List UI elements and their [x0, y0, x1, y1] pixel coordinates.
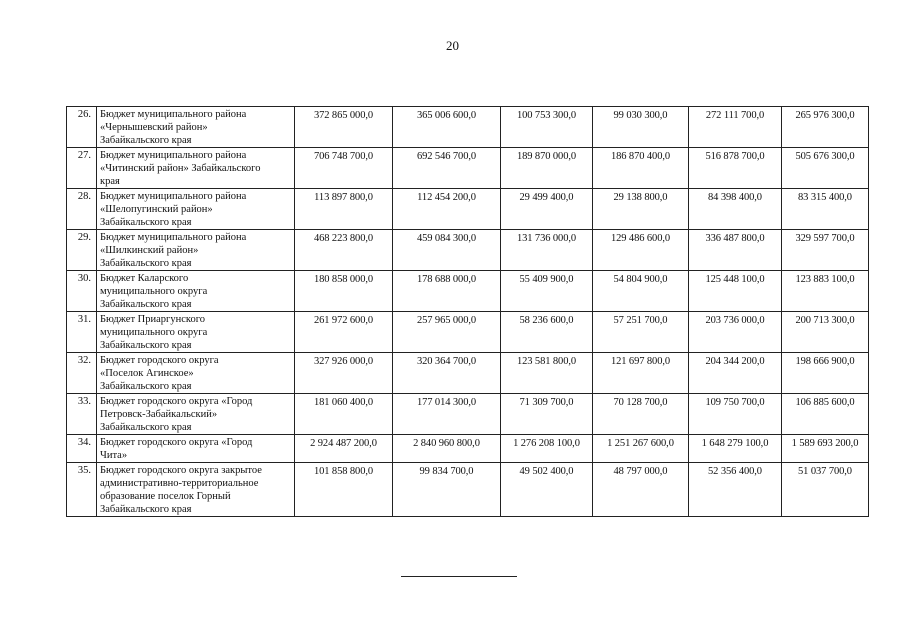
budget-name-cell [97, 394, 295, 435]
budget-name-cell [97, 463, 295, 517]
amount-cell-3: 29 499 400,0 [501, 189, 593, 230]
amount-cell-1: 261 972 600,0 [295, 312, 393, 353]
budget-name-cell [97, 148, 295, 189]
row-number: 35. [67, 463, 97, 517]
amount-cell-3: 1 276 208 100,0 [501, 435, 593, 463]
table-row [67, 463, 869, 517]
row-number: 31. [67, 312, 97, 353]
budget-name-line: Забайкальского края [100, 135, 192, 146]
table-row [67, 148, 869, 189]
amount-cell-2: 459 084 300,0 [393, 230, 501, 271]
table-body [67, 107, 869, 517]
budget-name-cell [97, 353, 295, 394]
amount-cell-6: 1 589 693 200,0 [782, 435, 869, 463]
budget-name-line: Бюджет городского округа «Город [100, 437, 253, 448]
table-row [67, 435, 869, 463]
amount-cell-4: 186 870 400,0 [593, 148, 689, 189]
footnote-rule [401, 576, 517, 577]
budget-name-line: административно-территориальное [100, 478, 259, 489]
amount-cell-2: 178 688 000,0 [393, 271, 501, 312]
amount-cell-3: 58 236 600,0 [501, 312, 593, 353]
amount-cell-2: 365 006 600,0 [393, 107, 501, 148]
amount-cell-4: 99 030 300,0 [593, 107, 689, 148]
row-number: 28. [67, 189, 97, 230]
budget-name-line: Забайкальского края [100, 422, 192, 433]
budget-name-line: Забайкальского края [100, 258, 192, 269]
budget-name-line: Бюджет Приаргунского [100, 314, 205, 325]
budget-name-line: Бюджет муниципального района [100, 191, 247, 202]
amount-cell-2: 320 364 700,0 [393, 353, 501, 394]
budget-name-line: Забайкальского края [100, 217, 192, 228]
amount-cell-4: 48 797 000,0 [593, 463, 689, 517]
amount-cell-5: 1 648 279 100,0 [689, 435, 782, 463]
budget-table [66, 106, 869, 517]
amount-cell-3: 55 409 900,0 [501, 271, 593, 312]
amount-cell-2: 692 546 700,0 [393, 148, 501, 189]
page-number: 20 [446, 38, 459, 53]
amount-cell-5: 516 878 700,0 [689, 148, 782, 189]
budget-name-cell [97, 312, 295, 353]
budget-name-line: «Чернышевский район» [100, 122, 208, 133]
amount-cell-1: 327 926 000,0 [295, 353, 393, 394]
amount-cell-5: 84 398 400,0 [689, 189, 782, 230]
amount-cell-6: 123 883 100,0 [782, 271, 869, 312]
budget-name-cell [97, 435, 295, 463]
budget-name-cell [97, 189, 295, 230]
amount-cell-1: 113 897 800,0 [295, 189, 393, 230]
table-row [67, 353, 869, 394]
amount-cell-2: 112 454 200,0 [393, 189, 501, 230]
budget-name-line: Бюджет муниципального района [100, 109, 247, 120]
amount-cell-1: 180 858 000,0 [295, 271, 393, 312]
amount-cell-5: 109 750 700,0 [689, 394, 782, 435]
amount-cell-4: 129 486 600,0 [593, 230, 689, 271]
amount-cell-2: 257 965 000,0 [393, 312, 501, 353]
row-number: 27. [67, 148, 97, 189]
row-number: 32. [67, 353, 97, 394]
budget-name-line: Бюджет Каларского [100, 273, 189, 284]
amount-cell-6: 106 885 600,0 [782, 394, 869, 435]
amount-cell-5: 204 344 200,0 [689, 353, 782, 394]
budget-name-line: муниципального округа [100, 327, 208, 338]
budget-name-line: Забайкальского края [100, 340, 192, 351]
amount-cell-4: 29 138 800,0 [593, 189, 689, 230]
amount-cell-6: 200 713 300,0 [782, 312, 869, 353]
amount-cell-3: 189 870 000,0 [501, 148, 593, 189]
budget-name-line: Бюджет городского округа закрытое [100, 465, 262, 476]
amount-cell-6: 198 666 900,0 [782, 353, 869, 394]
amount-cell-3: 71 309 700,0 [501, 394, 593, 435]
amount-cell-5: 52 356 400,0 [689, 463, 782, 517]
amount-cell-1: 2 924 487 200,0 [295, 435, 393, 463]
row-number: 30. [67, 271, 97, 312]
amount-cell-3: 49 502 400,0 [501, 463, 593, 517]
amount-cell-4: 54 804 900,0 [593, 271, 689, 312]
amount-cell-1: 706 748 700,0 [295, 148, 393, 189]
amount-cell-5: 203 736 000,0 [689, 312, 782, 353]
row-number: 29. [67, 230, 97, 271]
budget-name-cell [97, 271, 295, 312]
amount-cell-4: 1 251 267 600,0 [593, 435, 689, 463]
table-row [67, 107, 869, 148]
budget-name-cell [97, 107, 295, 148]
table-row [67, 230, 869, 271]
amount-cell-5: 336 487 800,0 [689, 230, 782, 271]
amount-cell-4: 121 697 800,0 [593, 353, 689, 394]
budget-name-line: Бюджет муниципального района [100, 150, 247, 161]
budget-name-line: Забайкальского края [100, 504, 192, 515]
amount-cell-1: 468 223 800,0 [295, 230, 393, 271]
amount-cell-3: 123 581 800,0 [501, 353, 593, 394]
amount-cell-6: 329 597 700,0 [782, 230, 869, 271]
amount-cell-1: 101 858 800,0 [295, 463, 393, 517]
budget-name-line: Бюджет городского округа [100, 355, 219, 366]
table-row [67, 312, 869, 353]
table-row [67, 189, 869, 230]
row-number: 33. [67, 394, 97, 435]
budget-name-line: Чита» [100, 450, 128, 461]
budget-name-line: Забайкальского края [100, 299, 192, 310]
budget-name-line: «Поселок Агинское» [100, 368, 194, 379]
budget-name-line: Бюджет муниципального района [100, 232, 247, 243]
budget-name-line: Забайкальского края [100, 381, 192, 392]
amount-cell-2: 177 014 300,0 [393, 394, 501, 435]
amount-cell-6: 265 976 300,0 [782, 107, 869, 148]
amount-cell-5: 272 111 700,0 [689, 107, 782, 148]
row-number: 34. [67, 435, 97, 463]
amount-cell-1: 372 865 000,0 [295, 107, 393, 148]
table-row [67, 394, 869, 435]
budget-name-line: «Шелопугинский район» [100, 204, 213, 215]
budget-name-line: Бюджет городского округа «Город [100, 396, 253, 407]
budget-name-line: «Шилкинский район» [100, 245, 199, 256]
budget-name-line: образование поселок Горный [100, 491, 231, 502]
amount-cell-6: 505 676 300,0 [782, 148, 869, 189]
budget-name-line: «Читинский район» Забайкальского [100, 163, 261, 174]
amount-cell-1: 181 060 400,0 [295, 394, 393, 435]
amount-cell-2: 99 834 700,0 [393, 463, 501, 517]
row-number: 26. [67, 107, 97, 148]
budget-name-line: края [100, 176, 120, 187]
budget-name-line: муниципального округа [100, 286, 208, 297]
amount-cell-3: 131 736 000,0 [501, 230, 593, 271]
amount-cell-5: 125 448 100,0 [689, 271, 782, 312]
table-row [67, 271, 869, 312]
budget-name-cell [97, 230, 295, 271]
amount-cell-4: 70 128 700,0 [593, 394, 689, 435]
amount-cell-6: 51 037 700,0 [782, 463, 869, 517]
amount-cell-6: 83 315 400,0 [782, 189, 869, 230]
amount-cell-4: 57 251 700,0 [593, 312, 689, 353]
amount-cell-3: 100 753 300,0 [501, 107, 593, 148]
budget-name-line: Петровск-Забайкальский» [100, 409, 218, 420]
amount-cell-2: 2 840 960 800,0 [393, 435, 501, 463]
